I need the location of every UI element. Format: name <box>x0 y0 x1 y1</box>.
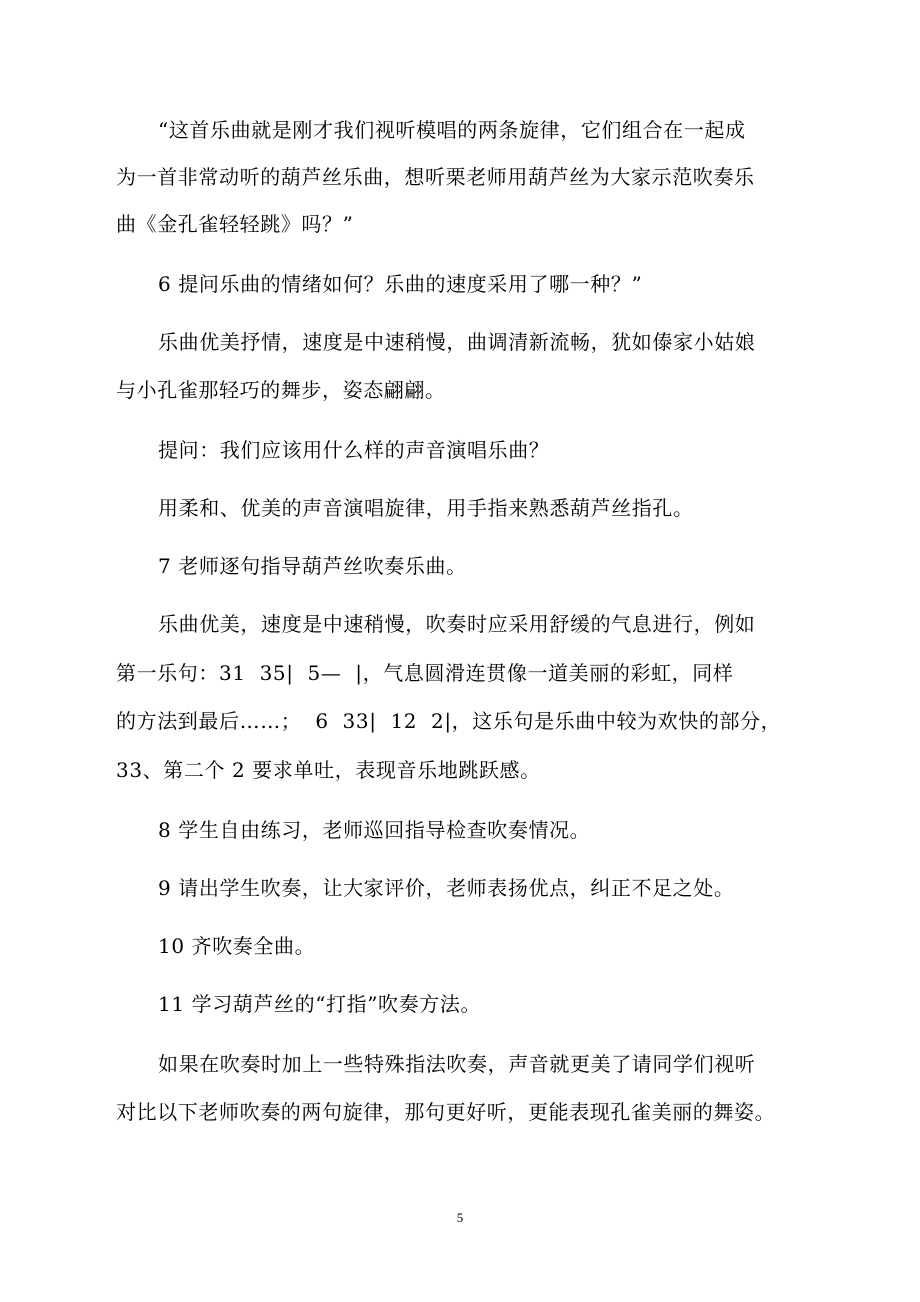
paragraph-line: 第一乐句：31 35| 5— |，气息圆滑连贯像一道美丽的彩虹，同样 <box>116 661 734 685</box>
paragraph-line: 10 齐吹奏全曲。 <box>158 934 316 958</box>
paragraph-line: “这首乐曲就是刚才我们视听模唱的两条旋律，它们组合在一起成 <box>158 118 746 142</box>
paragraph-line: 6 提问乐曲的情绪如何？乐曲的速度采用了哪一种？” <box>158 272 643 296</box>
paragraph-line: 乐曲优美抒情，速度是中速稍慢，曲调清新流畅，犹如傣家小姑娘 <box>158 330 756 354</box>
paragraph-line: 11 学习葫芦丝的“打指”吹奏方法。 <box>158 992 482 1016</box>
paragraph-line: 8 学生自由练习，老师巡回指导检查吹奏情况。 <box>158 818 591 842</box>
page-number: 5 <box>456 1210 464 1225</box>
paragraph-line: 提问：我们应该用什么样的声音演唱乐曲？ <box>158 438 550 462</box>
paragraph-line: 曲《金孔雀轻轻跳》吗？” <box>116 212 354 236</box>
paragraph-line: 对比以下老师吹奏的两句旋律，那句更好听，更能表现孔雀美丽的舞姿。 <box>116 1100 776 1124</box>
paragraph-line: 33、第二个 2 要求单吐，表现音乐地跳跃感。 <box>116 758 541 782</box>
paragraph-line: 用柔和、优美的声音演唱旋律，用手指来熟悉葫芦丝指孔。 <box>158 496 694 520</box>
paragraph-line: 的方法到最后……； 6 33| 12 2|，这乐句是乐曲中较为欢快的部分， <box>116 709 782 733</box>
paragraph-line: 7 老师逐句指导葫芦丝吹奏乐曲。 <box>158 554 467 578</box>
paragraph-line: 为一首非常动听的葫芦丝乐曲，想听栗老师用葫芦丝为大家示范吹奏乐 <box>116 165 755 189</box>
paragraph-line: 9 请出学生吹奏，让大家评价，老师表扬优点，纠正不足之处。 <box>158 876 735 900</box>
paragraph-line: 如果在吹奏时加上一些特殊指法吹奏，声音就更美了请同学们视听 <box>158 1052 756 1076</box>
paragraph-line: 与小孔雀那轻巧的舞步，姿态翩翩。 <box>116 378 446 402</box>
paragraph-line: 乐曲优美，速度是中速稍慢，吹奏时应采用舒缓的气息进行，例如 <box>158 612 756 636</box>
